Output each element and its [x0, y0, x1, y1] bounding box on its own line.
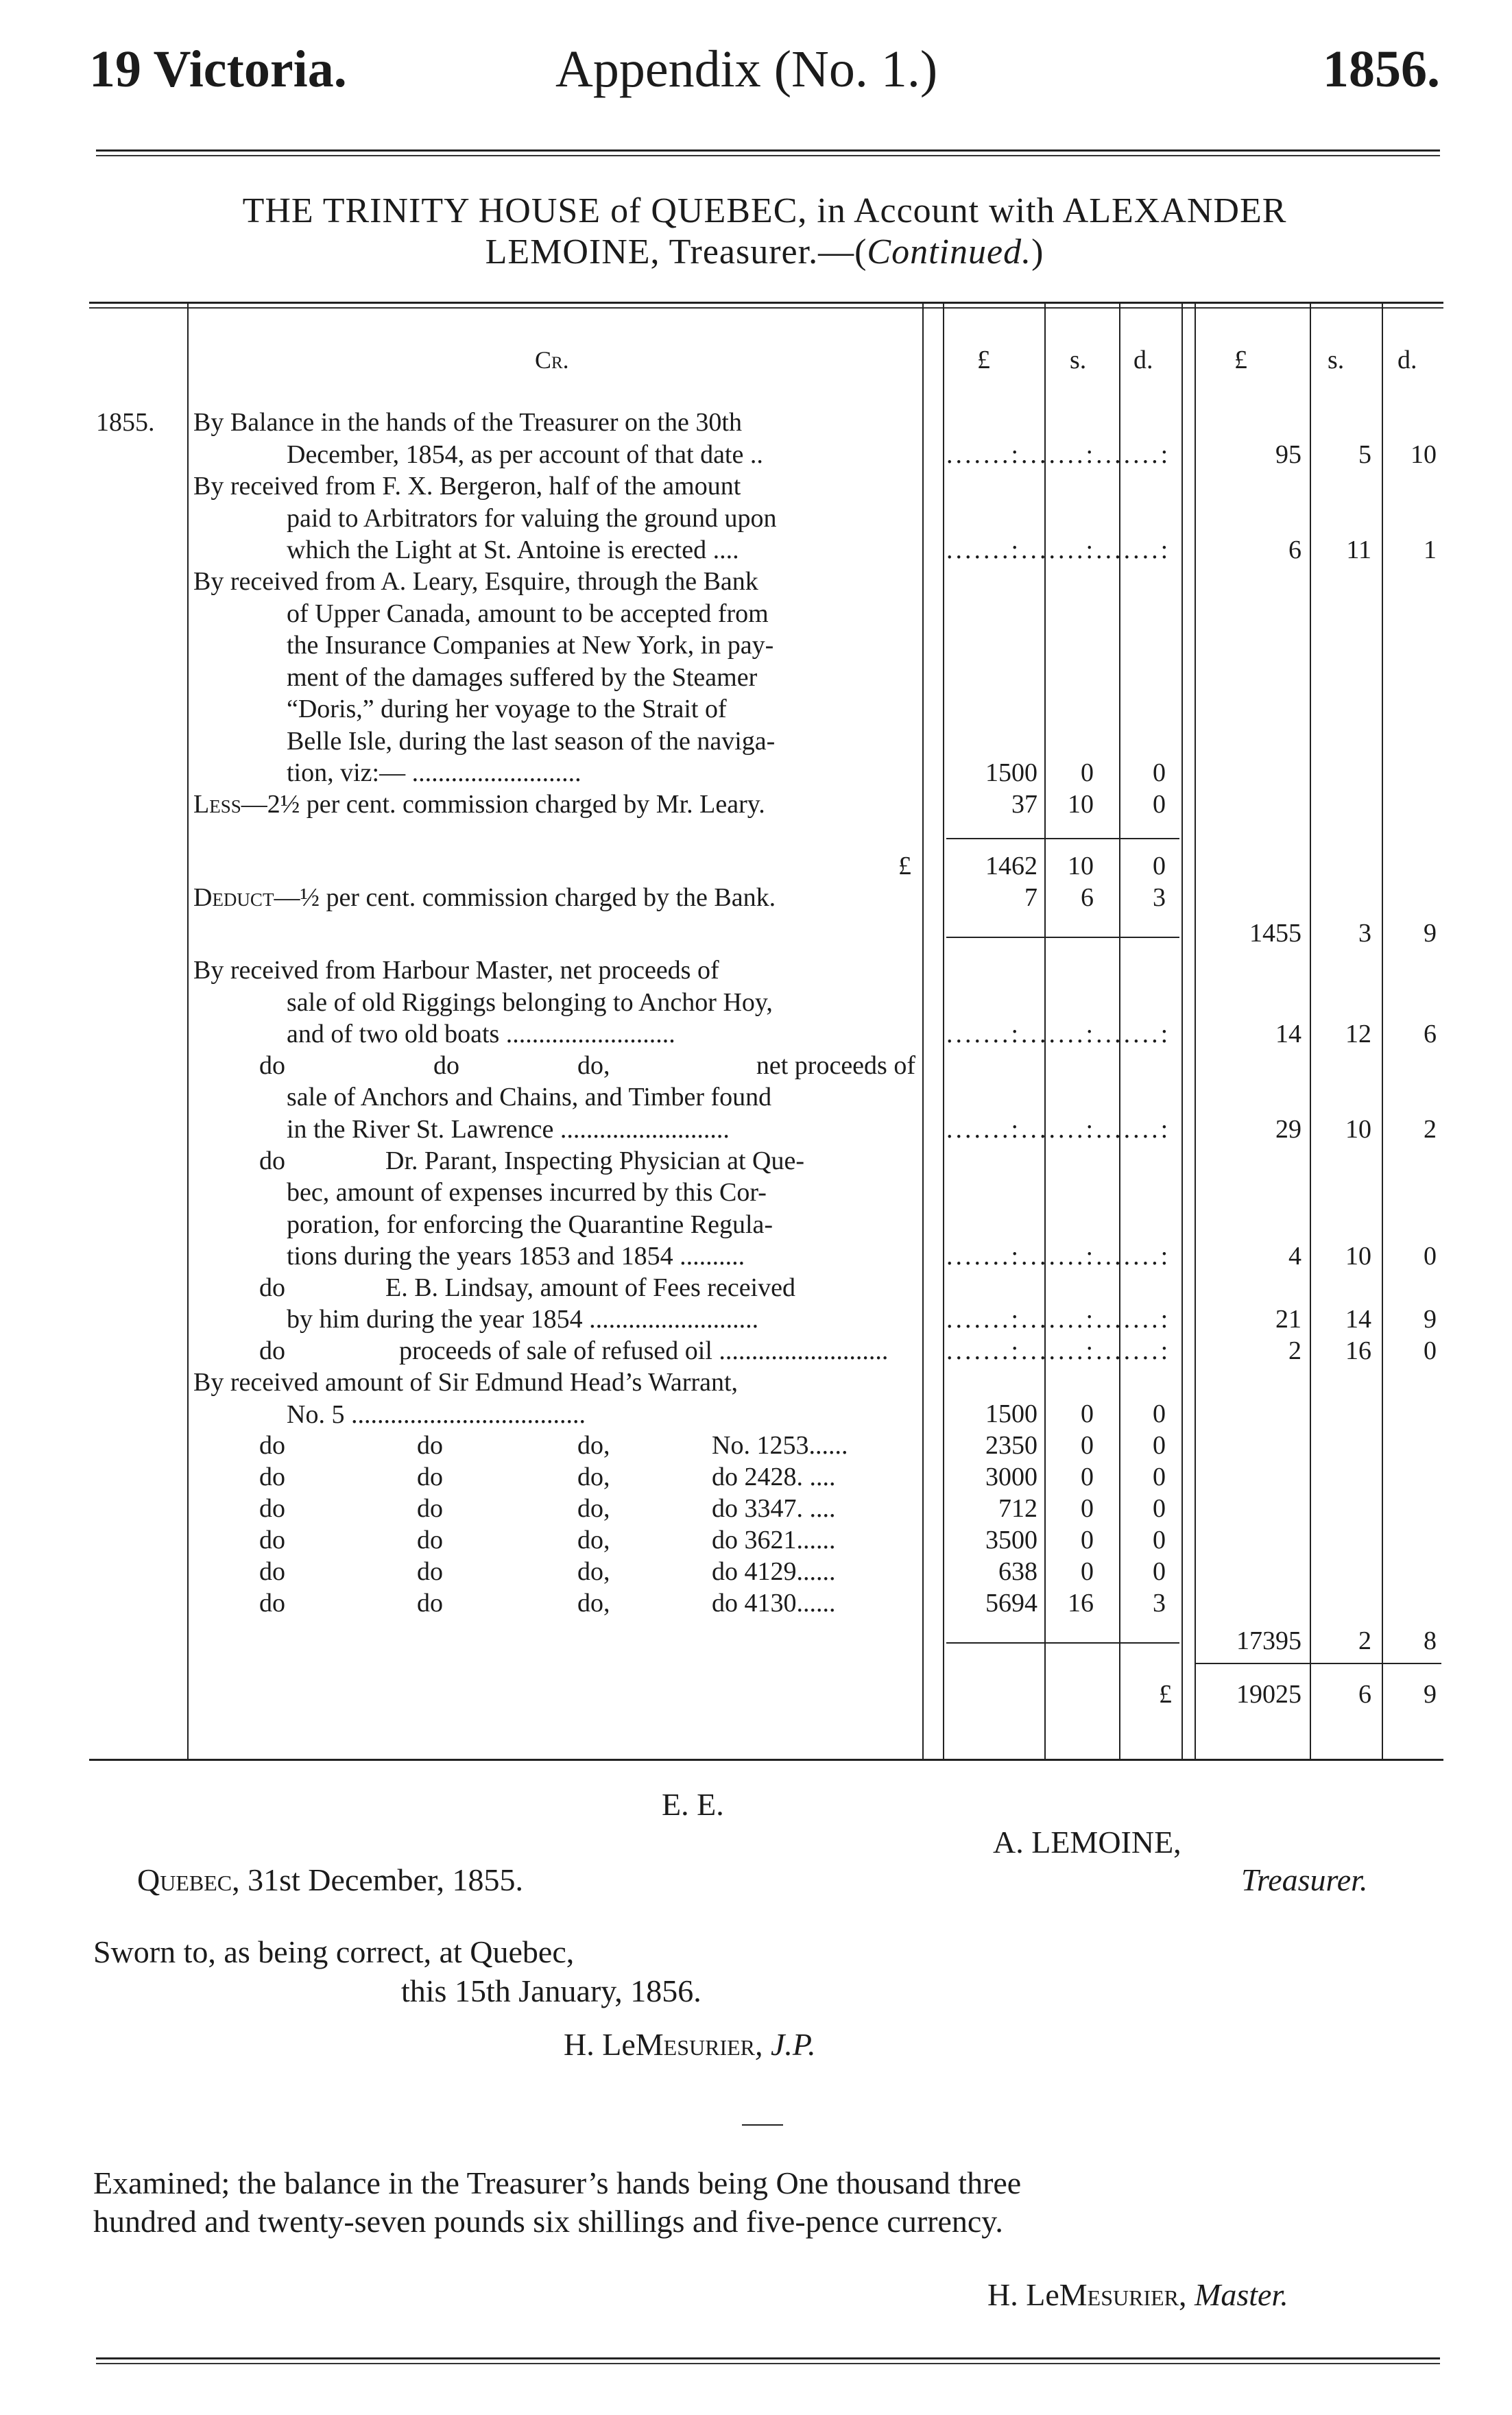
inner-pounds: 1500: [985, 758, 1037, 787]
inner-shillings: 0: [1081, 1494, 1094, 1523]
amount-shillings: 12: [1345, 1020, 1371, 1048]
entry-lindsay: do E. B. Lindsay, amount of Fees received by him during the year 1854 ..........................: [259, 1273, 795, 1334]
grand-total-pence: 9: [1424, 1680, 1437, 1709]
amount-pounds: 1455: [1249, 919, 1301, 948]
warrant-do: do: [417, 1589, 443, 1618]
leader-dots: .......:.......:.......:: [946, 1242, 1171, 1271]
amount-pounds: 14: [1275, 1020, 1301, 1048]
inner-pounds: 3000: [985, 1463, 1037, 1491]
warrant-do: do,: [577, 1494, 610, 1523]
entry-parant: do Dr. Parant, Inspecting Physician at Que- bec, amount of expenses incurred by this Cor- poration, for enforcing the Quarantine Regula- tions during the years 1853 and 1854 ..........: [259, 1146, 805, 1271]
col-header-cr: Cr.: [535, 346, 569, 374]
title-line-1: THE TRINITY HOUSE of QUEBEC, in Account with ALEXANDER: [242, 191, 1287, 230]
warrant-do: do: [417, 1431, 443, 1460]
inner-shillings: 0: [1081, 1463, 1094, 1491]
sworn-line-1: Sworn to, as being correct, at Quebec,: [93, 1934, 575, 1969]
running-head: [89, 40, 1440, 115]
entry-warrants: By received amount of Sir Edmund Head’s Warrant, No. 5 ....................................: [193, 1368, 739, 1429]
inner-pounds: 1500: [985, 1399, 1037, 1428]
errors-excepted: E. E.: [662, 1787, 724, 1822]
grand-total-shillings: 6: [1358, 1680, 1371, 1709]
inner-pounds: 5694: [985, 1589, 1037, 1618]
deduct-line: Deduct—½ per cent. commission charged by the Bank.: [193, 883, 776, 912]
inner-pence: 0: [1153, 1557, 1166, 1586]
amount-pence: 9: [1424, 1305, 1437, 1334]
inner-pounds: 1462: [985, 852, 1037, 880]
header-rule: [96, 149, 1440, 152]
inner-pence: 3: [1153, 1589, 1166, 1618]
warrant-do: do,: [577, 1589, 610, 1618]
warrant-do: do: [259, 1526, 285, 1554]
warrant-number: do 3347. ....: [712, 1494, 836, 1523]
subtotal-rule: [946, 937, 1179, 938]
inner-pence: 0: [1153, 1431, 1166, 1460]
amount-pence: 0: [1424, 1336, 1437, 1365]
leader-dots: .......:.......:.......:: [946, 1115, 1171, 1144]
inner-pounds: 3500: [985, 1526, 1037, 1554]
amount-shillings: 10: [1345, 1242, 1371, 1271]
amount-shillings: 5: [1358, 440, 1371, 469]
amount-shillings: 10: [1345, 1115, 1371, 1144]
inner-pence: 0: [1153, 1463, 1166, 1491]
amount-pounds: 21: [1275, 1305, 1301, 1334]
place-date: Quebec, 31st December, 1855.: [137, 1862, 523, 1897]
inner-shillings: 0: [1081, 1431, 1094, 1460]
amount-pence: 10: [1411, 440, 1437, 469]
inner-shillings: 6: [1081, 883, 1094, 912]
leader-dots: .......:.......:.......:: [946, 1305, 1171, 1334]
ledger-table: [89, 302, 1443, 1762]
inner-shillings: 10: [1068, 790, 1094, 819]
warrant-do: do,: [577, 1463, 610, 1491]
warrant-number: do 4130......: [712, 1589, 836, 1618]
amount-shillings: 3: [1358, 919, 1371, 948]
warrant-number: do 3621......: [712, 1526, 836, 1554]
inner-shillings: 10: [1068, 852, 1094, 880]
amount-pence: 2: [1424, 1115, 1437, 1144]
warrants-total-pounds: 17395: [1236, 1626, 1301, 1655]
entry-bergeron: By received from F. X. Bergeron, half of the amount paid to Arbitrators for valuing the ground upon which the Light at St. Antoine is erected ....: [193, 472, 777, 564]
inner-shillings: 16: [1068, 1589, 1094, 1618]
bottom-rule: [96, 2357, 1440, 2359]
amount-pounds: 2: [1288, 1336, 1301, 1365]
inner-shillings: 0: [1081, 1557, 1094, 1586]
running-head-center: Appendix (No. 1.): [555, 40, 938, 98]
inner-pence: 0: [1153, 852, 1166, 880]
account-title: [89, 191, 1440, 273]
inner-pounds: 37: [1011, 790, 1037, 819]
column-rule: [1181, 302, 1183, 1759]
inner-pounds: 7: [1024, 883, 1037, 912]
warrant-do: do: [259, 1463, 285, 1491]
grand-total-pounds: 19025: [1236, 1680, 1301, 1709]
warrant-do: do: [417, 1526, 443, 1554]
col-header-pence: d.: [1133, 346, 1153, 374]
leader-dots: .......:.......:.......:: [946, 1020, 1171, 1048]
inner-pence: 0: [1153, 758, 1166, 787]
less-line: Less—2½ per cent. commission charged by Mr. Leary.: [193, 790, 765, 819]
entry-balance: By Balance in the hands of the Treasurer on the 30th December, 1854, as per account of that date ..: [193, 408, 763, 469]
col-header-pounds-total: £: [1234, 346, 1247, 374]
inner-pounds: 638: [998, 1557, 1037, 1586]
inner-pounds: 712: [998, 1494, 1037, 1523]
amount-shillings: 16: [1345, 1336, 1371, 1365]
amount-pounds: 6: [1288, 536, 1301, 564]
subtotal-rule: [946, 1642, 1179, 1644]
warrant-number: do 2428. ....: [712, 1463, 836, 1491]
amount-pence: 9: [1424, 919, 1437, 948]
sworn-line-2: this 15th January, 1856.: [401, 1973, 701, 2008]
treasurer-signature: A. LEMOINE,: [993, 1825, 1181, 1860]
title-line-2: LEMOINE, Treasurer.—(Continued.): [485, 232, 1044, 272]
leader-dots: .......:.......:.......:: [946, 440, 1171, 469]
col-header-shillings-total: s.: [1328, 346, 1345, 374]
warrant-do: do: [417, 1463, 443, 1491]
warrant-number: do 4129......: [712, 1557, 836, 1586]
running-head-right: 1856.: [1323, 40, 1440, 98]
inner-shillings: 0: [1081, 1399, 1094, 1428]
col-header-pounds: £: [977, 346, 990, 374]
inner-pence: 0: [1153, 790, 1166, 819]
warrant-do: do,: [577, 1431, 610, 1460]
entry-leary: By received from A. Leary, Esquire, through the Bank of Upper Canada, amount to be accepted from the Insurance Companies at New York, in pay- ment of the damages suffered by the Steamer “Doris,” during her voyage to the Strait of Belle Isle, during the last season of the naviga- tion, viz:— ..........................: [193, 567, 776, 787]
warrant-do: do,: [577, 1526, 610, 1554]
warrant-do: do: [259, 1494, 285, 1523]
grand-total-sign: £: [1159, 1680, 1172, 1709]
entry-harbour-master: By received from Harbour Master, net proceeds of sale of old Riggings belonging to Anchor Hoy, and of two old boats ..........................: [193, 956, 773, 1048]
warrant-do: do: [417, 1494, 443, 1523]
subtotal-pound-sign: £: [898, 852, 911, 880]
leader-dots: .......:.......:.......:: [946, 536, 1171, 564]
table-bottom-rule: [89, 1759, 1443, 1761]
inner-pence: 0: [1153, 1526, 1166, 1554]
examined-line-1: Examined; the balance in the Treasurer’s hands being One thousand three: [93, 2165, 1022, 2200]
entry-year: 1855.: [96, 408, 155, 437]
warrant-do: do: [259, 1589, 285, 1618]
short-rule: [742, 2124, 783, 2126]
warrant-do: do: [259, 1557, 285, 1586]
column-rule: [187, 302, 189, 1759]
inner-pence: 3: [1153, 883, 1166, 912]
inner-shillings: 0: [1081, 1526, 1094, 1554]
col-header-shillings: s.: [1070, 346, 1087, 374]
amount-pounds: 95: [1275, 440, 1301, 469]
warrants-total-pence: 8: [1424, 1626, 1437, 1655]
master-signature: H. LeMesurier, Master.: [987, 2277, 1288, 2312]
inner-pence: 0: [1153, 1399, 1166, 1428]
amount-pence: 1: [1424, 536, 1437, 564]
warrant-do: do: [259, 1431, 285, 1460]
warrants-total-shillings: 2: [1358, 1626, 1371, 1655]
amount-pounds: 29: [1275, 1115, 1301, 1144]
inner-shillings: 0: [1081, 758, 1094, 787]
leader-dots: .......:.......:.......:: [946, 1336, 1171, 1365]
justice-signature: H. LeMesurier, J.P.: [564, 2027, 816, 2062]
warrant-number: No. 1253......: [712, 1431, 848, 1460]
total-rule: [1195, 1663, 1441, 1664]
column-rule: [943, 302, 944, 1759]
entry-refused-oil: do proceeds of sale of refused oil ..........................: [259, 1336, 889, 1365]
amount-pence: 0: [1424, 1242, 1437, 1271]
entry-anchors: do do do, net proceeds of sale of Anchors and Chains, and Timber found in the River St. Lawrence ..........................: [259, 1051, 915, 1144]
examined-line-2: hundred and twenty-seven pounds six shillings and five-pence currency.: [93, 2204, 1003, 2239]
warrant-do: do: [417, 1557, 443, 1586]
subtotal-rule: [946, 838, 1179, 839]
amount-pounds: 4: [1288, 1242, 1301, 1271]
amount-pence: 6: [1424, 1020, 1437, 1048]
col-header-pence-total: d.: [1397, 346, 1417, 374]
inner-pence: 0: [1153, 1494, 1166, 1523]
amount-shillings: 11: [1346, 536, 1371, 564]
treasurer-title: Treasurer.: [1241, 1862, 1368, 1897]
column-rule: [922, 302, 924, 1759]
warrant-do: do,: [577, 1557, 610, 1586]
running-head-left: 19 Victoria.: [89, 40, 347, 98]
amount-shillings: 14: [1345, 1305, 1371, 1334]
inner-pounds: 2350: [985, 1431, 1037, 1460]
